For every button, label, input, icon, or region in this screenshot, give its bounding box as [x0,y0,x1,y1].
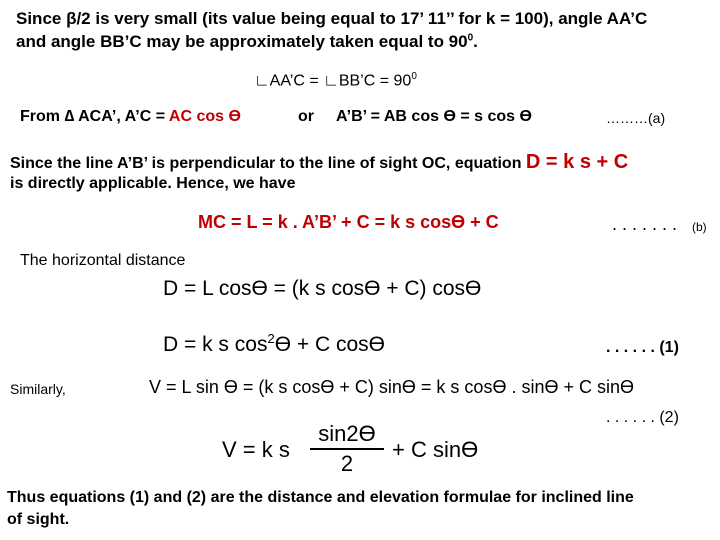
angle-equation-degree: 0 [411,71,417,82]
final-equation-prefix: V = k s [222,437,290,462]
intro-line-1: Since β/2 is very small (its value being equal to 17’ 11’’ for k = 100), angle AA’C [16,9,648,28]
intro-line-2-text: and angle BB’C may be approximately taken equal to 90 [16,32,468,51]
angle-equation-text: ∟AA’C = ∟BB’C = 90 [254,72,412,90]
ac-cos-theta: AC cos ϴ [168,108,241,125]
fraction-bar [310,448,384,450]
stadia-equation: D = k s + C [525,151,629,173]
fraction-denominator: 2 [340,451,354,476]
conclusion-line-2: of sight. [7,511,70,528]
final-equation-suffix: + C sinϴ [392,437,479,462]
equation-b-dots: . . . . . . . [612,214,678,234]
horizontal-equation-2-prefix: D = k s cos [163,333,268,356]
since-line-1 [10,151,628,174]
ab-cos-theta-equation: A’B’ = AB cos ϴ = s cos ϴ [336,108,532,125]
cos-squared-sup: 2 [267,331,275,346]
fraction-numerator: sin2ϴ [318,421,376,446]
equation-label-a: ………(a) [606,110,666,126]
equation-b: MC = L = k . A’B’ + C = k s cosϴ + C [198,212,499,232]
angle-equation [254,71,417,90]
intro-line-2-period: . [473,32,478,51]
horizontal-distance-heading: The horizontal distance [20,252,186,269]
or-text: or [298,108,314,125]
fraction-sin2theta-over-2 [310,421,384,477]
equation-label-b: (b) [692,220,707,234]
from-triangle-text [20,108,241,126]
from-triangle-prefix: From ∆ ACA’, A’C = [20,108,169,125]
intro-degree-sup: 0 [467,32,474,44]
horizontal-equation-1: D = L cosϴ = (k s cosϴ + C) cosϴ [163,277,482,300]
since-line-2: is directly applicable. Hence, we have [10,175,296,192]
equation-label-2: . . . . . . (2) [606,409,679,426]
horizontal-equation-2-suffix: ϴ + C cosϴ [274,333,385,356]
intro-line-2 [16,32,478,52]
vertical-equation: V = L sin ϴ = (k s cosϴ + C) sinϴ = k s cosϴ . sinϴ + C sinϴ [149,377,634,397]
equation-label-1: . . . . . . (1) [606,339,679,356]
similarly-label: Similarly, [10,381,66,397]
horizontal-equation-2 [163,331,385,357]
conclusion-line-1: Thus equations (1) and (2) are the distance and elevation formulae for inclined line [7,489,634,506]
since-line-1-text: Since the line A’B’ is perpendicular to the line of sight OC, equation [10,155,526,172]
